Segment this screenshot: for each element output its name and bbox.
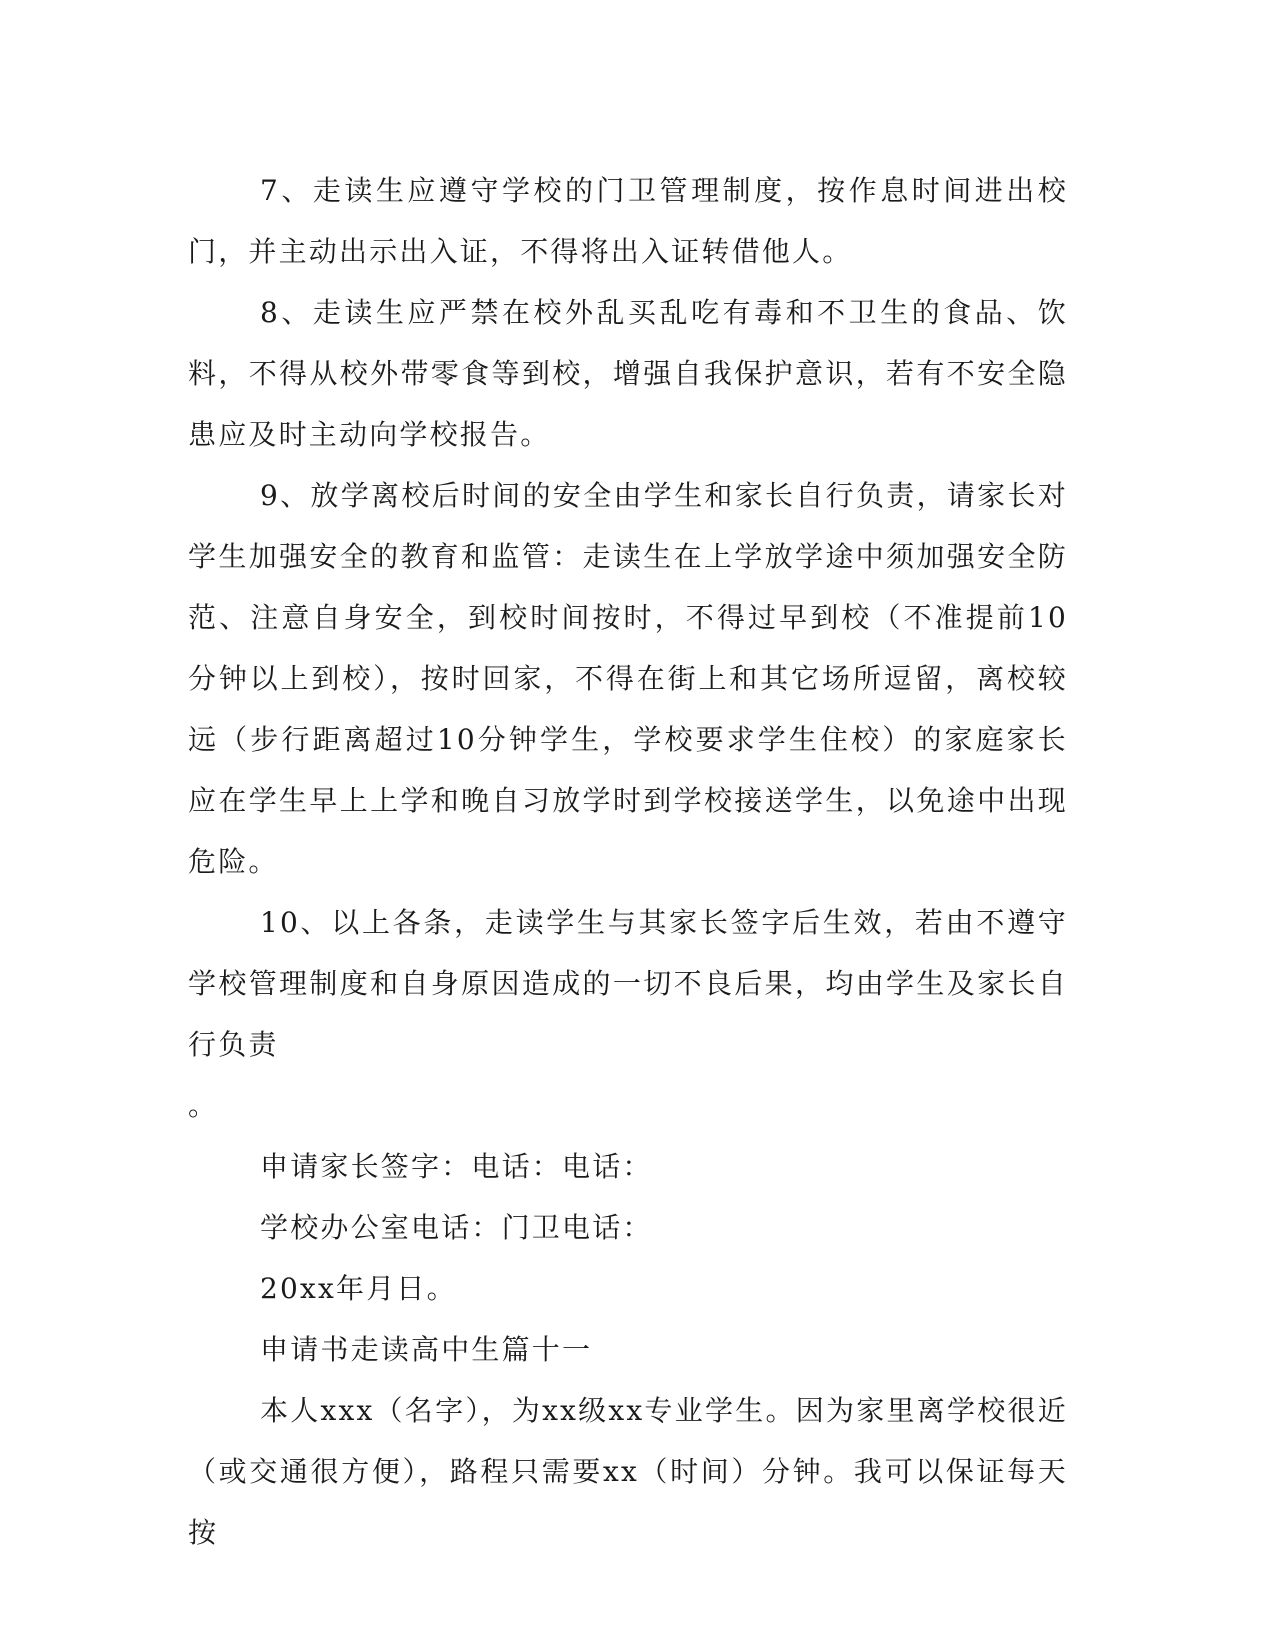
- application-paragraph: 本人xxx（名字），为xx级xx专业学生。因为家里离学校很近（或交通很方便），路程只需要xx（时间）分钟。我可以保证每天按: [188, 1394, 1068, 1549]
- parent-signature-line: 申请家长签字：电话：电话：: [260, 1150, 653, 1183]
- paragraph-rule-9: 9、放学离校后时间的安全由学生和家长自行负责，请家长对学生加强安全的教育和监管：走读生在上学放学途中须加强安全防范、注意自身安全，到校时间按时，不得过早到校（不准提前10分钟以上到校），按时回家，不得在街上和其它场所逗留，离校较远（步行距离超过10分钟学生，学校要求学生住校）的家庭家长应在学生早上上学和晚自习放学时到学校接送学生，以免途中出现危险。: [188, 479, 1068, 878]
- document-body: [188, 160, 1068, 1563]
- paragraph-rule-8: 8、走读生应严禁在校外乱买乱吃有毒和不卫生的食品、饮料，不得从校外带零食等到校，增强自我保护意识，若有不安全隐患应及时主动向学校报告。: [188, 296, 1068, 451]
- paragraph-rule-10: 10、以上各条，走读学生与其家长签字后生效，若由不遵守学校管理制度和自身原因造成的一切不良后果，均由学生及家长自行负责: [188, 906, 1068, 1061]
- office-phone-line: 学校办公室电话：门卫电话：: [260, 1211, 653, 1244]
- section-title: 申请书走读高中生篇十一: [260, 1333, 593, 1366]
- trailing-period: 。: [188, 1089, 219, 1122]
- date-line: 20xx年月日。: [260, 1272, 457, 1305]
- paragraph-rule-7: 7、走读生应遵守学校的门卫管理制度，按作息时间进出校门，并主动出示出入证，不得将出入证转借他人。: [188, 174, 1068, 268]
